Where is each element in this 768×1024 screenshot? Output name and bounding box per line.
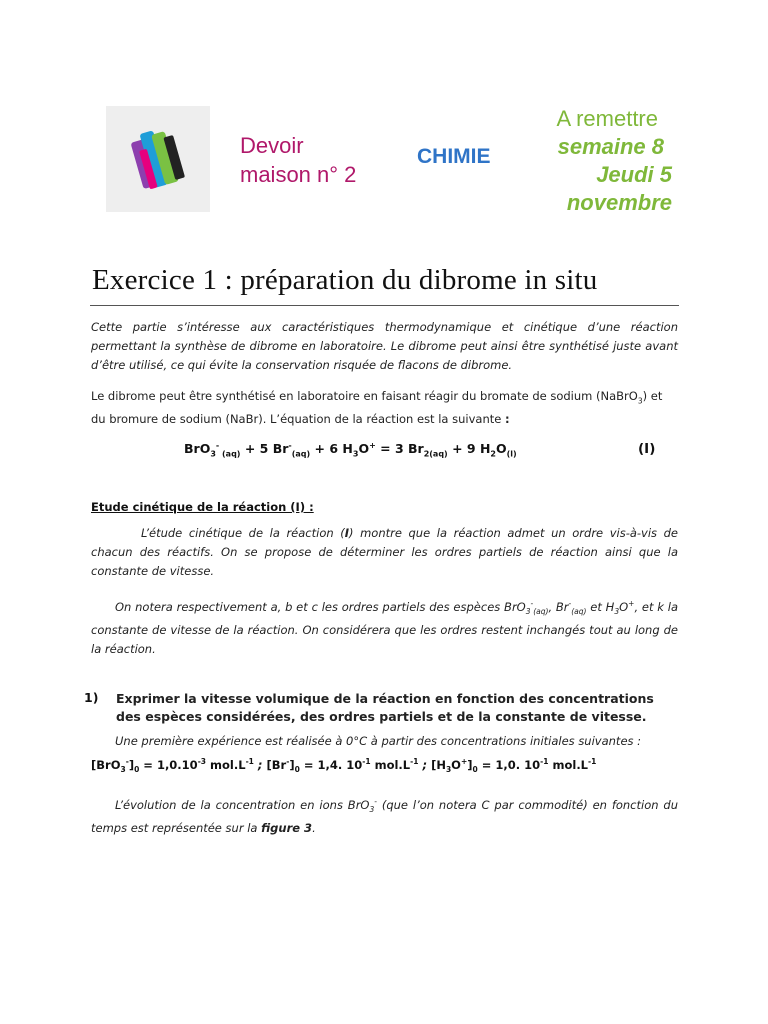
orders-text-b: , Br [548,599,569,614]
orders-b-sup: - [568,599,572,608]
conc-2-sub0: 0 [294,765,300,775]
eq-term-3-o: O [358,441,370,457]
eq-term-3: + 6 H [310,441,353,457]
eq-term-5-o: O [496,441,507,457]
orders-c-sub: 3 [614,607,620,617]
reaction-equation [184,441,517,459]
conc-1-exp: -3 [197,757,207,766]
conc-2-val: = 1,4. 10 [299,757,363,772]
title-divider [90,305,679,306]
eq-term-5-state: (l) [506,449,517,459]
assignment-line-2: maison n° 2 [240,162,357,187]
conc-2-uexp: -1 [410,757,419,766]
evolution-text-a: L’évolution de la concentration en ions BrO [115,797,370,812]
conc-1-unit: mol.L [206,757,246,772]
due-line-3: Jeudi 5 [596,162,672,187]
kinetics-reaction-label: I [344,526,350,540]
eq-term-1-state: (aq) [219,449,241,459]
assignment-line-1: Devoir [240,133,304,158]
intro-paragraph: Cette partie s’intéresse aux caractéristiques thermodynamique et cinétique d’une réaction permettant la synthèse de dibrome en laboratoire. Le dibrome peut ainsi être synthétisé juste avant d’être utilisé, ce qui évite la conservation risquée de flacons de dibrome. [91,320,678,372]
conc-1-sup: - [125,757,129,766]
eq-term-2: + 5 Br [240,441,289,457]
conc-3-uexp: -1 [588,757,597,766]
due-date [557,105,672,217]
due-line-4: novembre [566,190,672,215]
experiment-paragraph: Une première expérience est réalisée à 0°C à partir des concentrations initiales suivantes : [115,734,642,748]
conc-1-val: = 1,0.10 [139,757,198,772]
orders-c-sup: + [628,599,635,608]
orders-text-a: On notera respectivement a, b et c les ordres partiels des espèces BrO [115,599,526,614]
conc-1-a: [BrO [91,757,121,772]
evolution-text-c: . [312,821,316,836]
synthesis-colon: : [504,412,510,427]
eq-term-3-sup: + [369,441,376,450]
conc-2-a: [Br [266,757,287,772]
evolution-paragraph [91,792,678,838]
orders-a-state: (aq) [533,607,549,617]
kinetics-text-c: ) montre que la réaction admet un ordre vis-à-vis de chacun des réactifs. On se propose de déterminer les ordres partiels de réaction ainsi que la constante de vitesse. [91,526,678,578]
conc-2-sup: - [286,757,290,766]
conc-2-unit: mol.L [370,757,411,772]
question-1-text: Exprimer la vitesse volumique de la réaction en fonction des concentrations des espèces considérées, des ordres partiels et de la constante de vitesse. [116,691,654,724]
conc-2-b: ] [289,757,295,772]
conc-3-b: ] [467,757,473,772]
synthesis-paragraph [91,387,678,429]
evolution-sub: 3 [369,805,375,815]
conc-1-sub: 3 [120,765,126,775]
eq-term-3-sub: 3 [352,449,359,459]
conc-3-val: = 1,0. 10 [477,757,541,772]
eq-term-5: + 9 H [447,441,491,457]
equation-label: (I) [638,441,656,457]
exercise-title: Exercice 1 : préparation du dibrome in situ [92,264,598,296]
eq-term-4: = 3 Br [375,441,424,457]
due-line-2: semaine 8 [557,134,664,159]
conc-1-sub0: 0 [134,765,140,775]
orders-text-c: et H [586,599,615,614]
eq-term-1: BrO [184,441,211,457]
due-line-1: A remettre [556,106,658,131]
eq-term-4-sub: 2(aq) [423,449,448,459]
question-1-number: 1) [84,690,99,705]
orders-a-sub: 3 [525,607,531,617]
conc-3-a: [H [431,757,446,772]
section-title: Etude cinétique de la réaction (I) : [91,500,314,514]
assignment-label [240,131,356,189]
eq-term-1-sub: 3 [210,449,216,459]
eq-term-2-sup: - [288,441,292,450]
synthesis-text-b: ) et du bromure de sodium (NaBr). L’équation de la réaction est la suivante [91,389,663,427]
conc-1-uexp: -1 [245,757,254,766]
conc-3-sup: + [460,757,468,766]
conc-3-o: O [451,757,461,772]
evolution-text-b: (que l’on notera C par commodité) en fonction du temps est représentée sur la [91,797,678,836]
conc-3-sub0: 0 [472,765,478,775]
conc-3-sub: 3 [445,765,452,775]
conc-1-b: ] [128,757,135,772]
conc-sep-1: ; [253,757,267,772]
eq-term-2-state: (aq) [291,449,311,459]
orders-paragraph [91,594,678,659]
subject-label: CHIMIE [417,145,491,168]
conc-3-exp: -1 [540,757,549,766]
orders-b-state: (aq) [571,607,587,617]
conc-2-exp: -1 [362,757,371,766]
kinetics-paragraph [91,524,678,581]
colored-stripes-logo-icon [106,106,210,212]
synthesis-text-a: Le dibrome peut être synthétisé en laboratoire en faisant réagir du bromate de sodium (NaBrO [91,389,638,403]
orders-text-d: , et k la constante de vitesse de la réaction. On considérera que les ordres restent inchangés tout au long de la réaction. [91,599,678,657]
kinetics-text-a: L’étude cinétique de la réaction ( [141,526,345,540]
orders-a-sup: - [530,599,534,608]
orders-c-o: O [619,599,629,614]
conc-3-unit: mol.L [548,757,589,772]
figure-reference: figure 3 [261,821,313,836]
evolution-sup: - [374,797,377,806]
initial-concentrations [91,757,596,774]
logo [106,106,210,212]
conc-sep-2: ; [418,757,432,772]
synthesis-sub: 3 [637,396,643,406]
eq-term-5-sub: 2 [490,449,496,459]
eq-term-1-sup: - [215,441,220,450]
